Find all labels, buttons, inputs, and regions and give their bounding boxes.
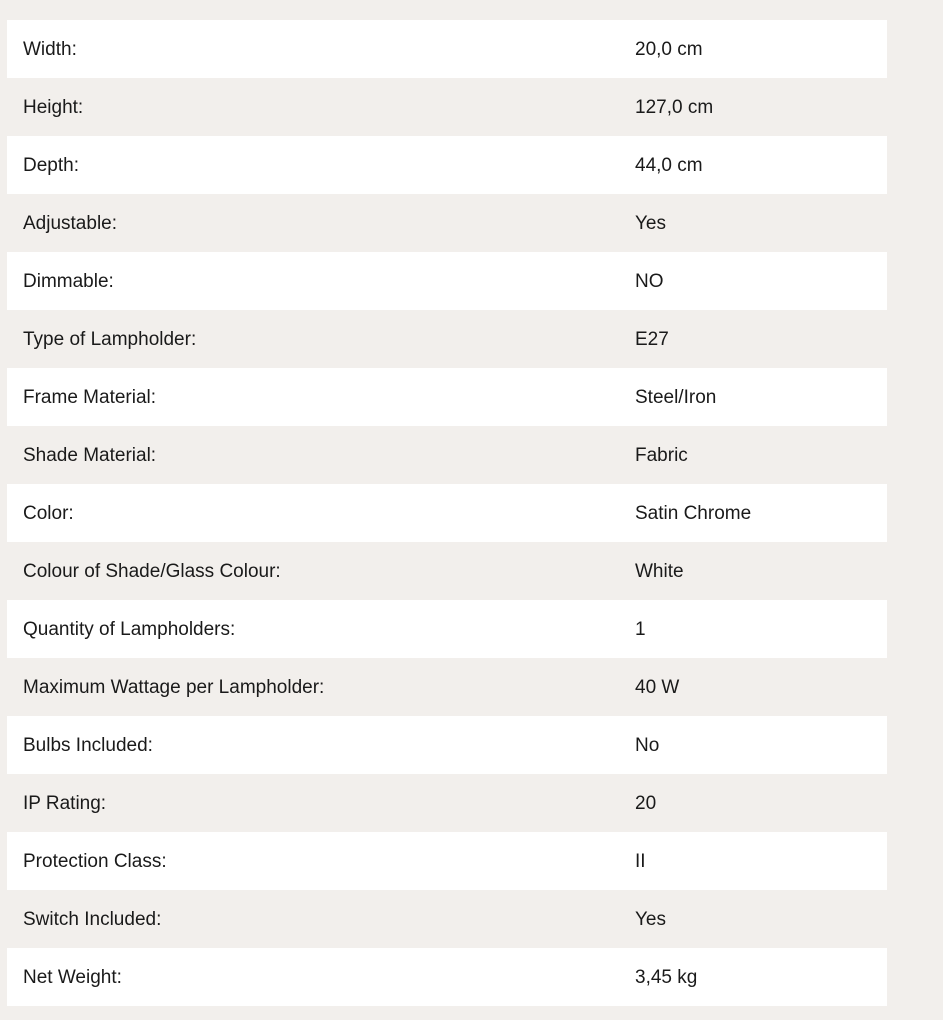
spec-label: Quantity of Lampholders: — [23, 618, 236, 640]
spec-value: Steel/Iron — [635, 386, 717, 408]
spec-value: White — [635, 560, 684, 582]
spec-value: E27 — [635, 328, 669, 350]
spec-row-adjustable — [7, 194, 887, 252]
spec-label: Colour of Shade/Glass Colour: — [23, 560, 281, 582]
spec-row-height — [7, 78, 887, 136]
spec-value: 127,0 cm — [635, 96, 714, 118]
spec-label: Bulbs Included: — [23, 734, 153, 756]
spec-value: No — [635, 734, 660, 756]
spec-row-switch-included — [7, 890, 887, 948]
spec-value: 20,0 cm — [635, 38, 703, 60]
spec-row-max-wattage — [7, 658, 887, 716]
spec-value: II — [635, 850, 646, 872]
spec-label: Protection Class: — [23, 850, 167, 872]
spec-table — [7, 20, 887, 1006]
spec-label: Adjustable: — [23, 212, 118, 234]
spec-value: 20 — [635, 792, 657, 814]
spec-row-depth — [7, 136, 887, 194]
spec-row-dimmable — [7, 252, 887, 310]
spec-value: 40 W — [635, 676, 680, 698]
spec-value: NO — [635, 270, 664, 292]
spec-row-net-weight — [7, 948, 887, 1006]
spec-row-frame-material — [7, 368, 887, 426]
spec-row-width — [7, 20, 887, 78]
spec-row-shade-colour — [7, 542, 887, 600]
spec-label: Color: — [23, 502, 74, 524]
spec-value: 44,0 cm — [635, 154, 703, 176]
spec-label: Dimmable: — [23, 270, 114, 292]
spec-value: Yes — [635, 908, 666, 930]
spec-value: 1 — [635, 618, 646, 640]
spec-value: Satin Chrome — [635, 502, 752, 524]
spec-label: Depth: — [23, 154, 79, 176]
spec-row-color — [7, 484, 887, 542]
spec-row-ip-rating — [7, 774, 887, 832]
spec-label: Width: — [23, 38, 77, 60]
spec-row-lampholder-type — [7, 310, 887, 368]
spec-label: Type of Lampholder: — [23, 328, 197, 350]
spec-label: Frame Material: — [23, 386, 157, 408]
spec-label: IP Rating: — [23, 792, 107, 814]
spec-value: Fabric — [635, 444, 688, 466]
spec-row-protection-class — [7, 832, 887, 890]
spec-label: Net Weight: — [23, 966, 122, 988]
spec-label: Maximum Wattage per Lampholder: — [23, 676, 325, 698]
spec-row-bulbs-included — [7, 716, 887, 774]
spec-label: Shade Material: — [23, 444, 157, 466]
spec-value: 3,45 kg — [635, 966, 698, 988]
spec-label: Switch Included: — [23, 908, 162, 930]
spec-value: Yes — [635, 212, 666, 234]
spec-row-shade-material — [7, 426, 887, 484]
spec-row-lampholder-quantity — [7, 600, 887, 658]
spec-label: Height: — [23, 96, 84, 118]
